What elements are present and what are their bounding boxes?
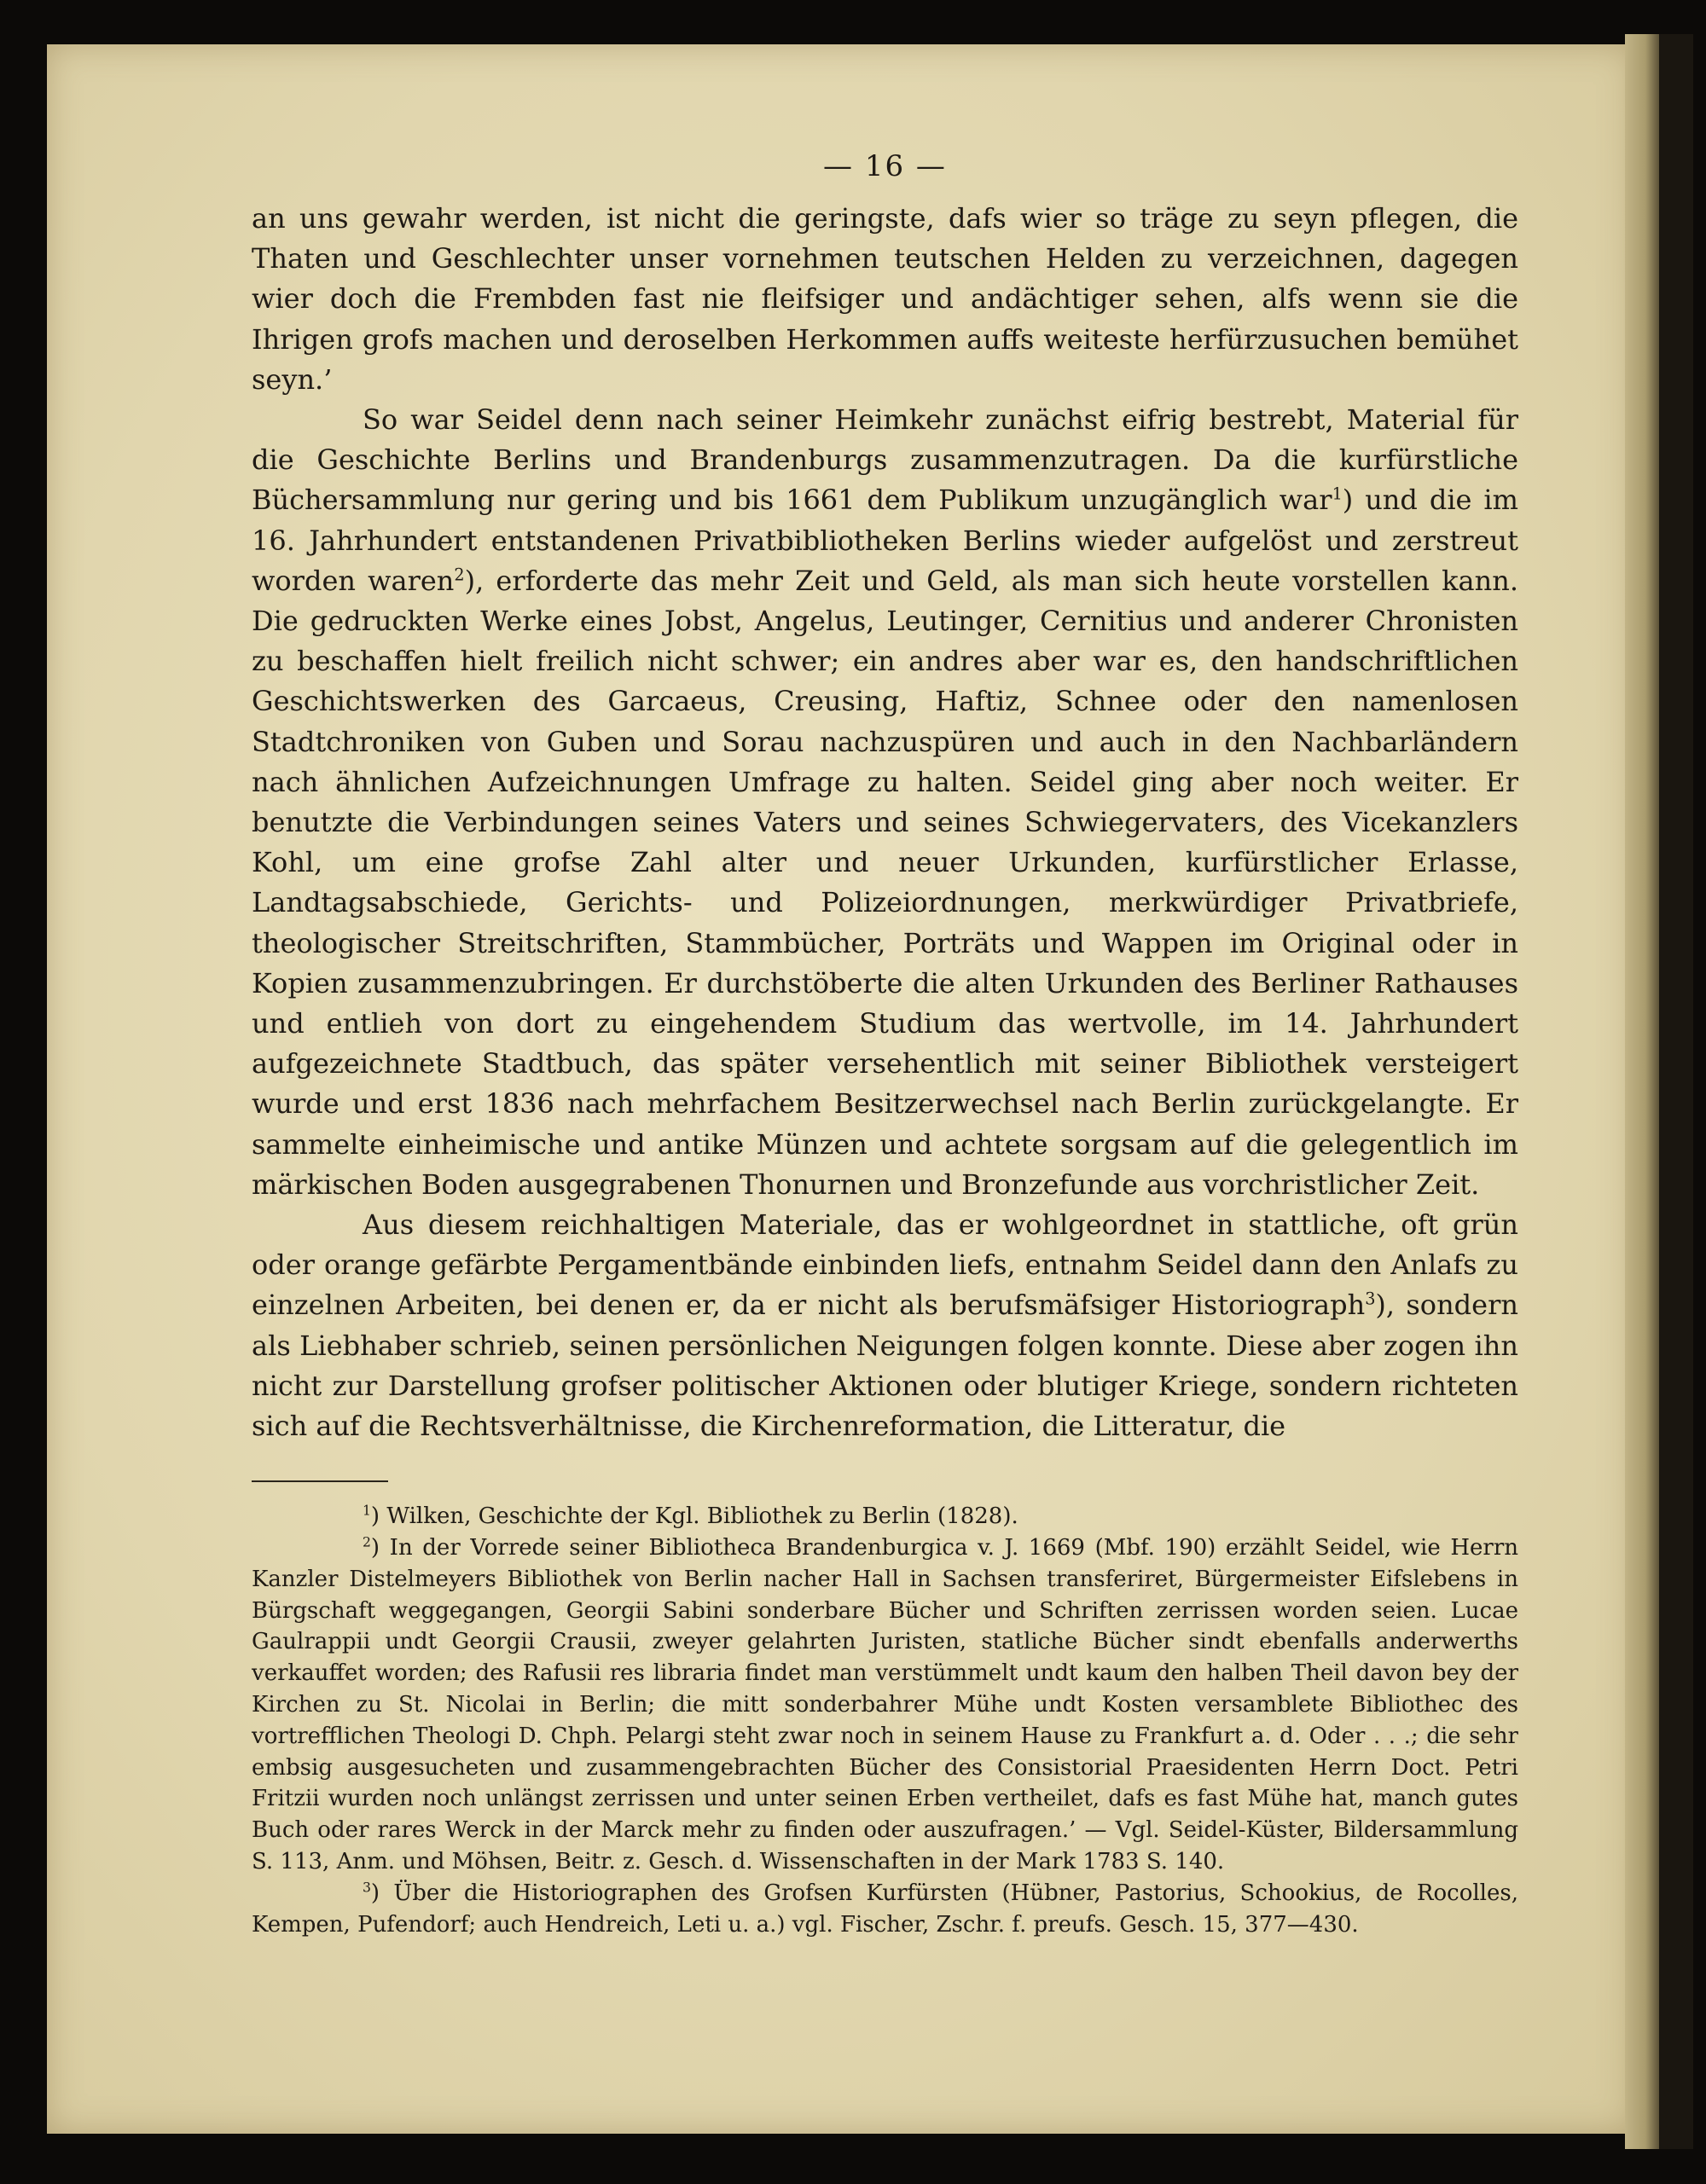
- page-number: — 16 —: [823, 149, 947, 183]
- footnote-1-mark: 1: [363, 1503, 371, 1519]
- paragraph-1: [252, 199, 1518, 400]
- footnote-ref-2[interactable]: 2: [454, 565, 465, 585]
- paragraph-3-text-b: ), sondern als Liebhaber schrieb, seinen persönlichen Neigungen folgen konnte. Diese aber zogen ihn nicht zur Darstellung grofser politischer Aktionen oder blutiger Kriege, sondern richteten sich auf die Rechtsverhältnisse, die Kirchenreformation, die Litteratur, die: [252, 1289, 1519, 1443]
- footnote-1: [252, 1501, 1518, 1532]
- paragraph-2-text-a: So war Seidel denn nach seiner Heimkehr zunächst eifrig bestrebt, Material für die Geschichte Berlins und Brandenburgs zusammenzutragen. Da die kurfürstliche Büchersammlung nur gering und bis 1661 dem Publikum unzugänglich war: [252, 403, 1518, 517]
- footnote-1-text: ) Wilken, Geschichte der Kgl. Bibliothek zu Berlin (1828).: [370, 1503, 1018, 1530]
- footnote-ref-3[interactable]: 3: [1365, 1289, 1376, 1309]
- paragraph-3: [252, 1205, 1518, 1446]
- footnote-2: [252, 1532, 1518, 1878]
- paragraph-2-text-c: ), erforderte das mehr Zeit und Geld, als man sich heute vorstellen kann. Die gedruckten Werke eines Jobst, Angelus, Leutinger, Cernitius und anderer Chronisten zu beschaffen hielt freilich nicht schwer; ein andres aber war es, den handschriftlichen Geschichtswerken des Garcaeus, Creusing, Haftiz, Schnee oder den namenlosen Stadtchroniken von Guben und Sorau nachzuspüren und auch in den Nachbarländern nach ähnlichen Aufzeichnungen Umfrage zu halten. Seidel ging aber noch weiter. Er benutzte die Verbindungen seines Vaters und seines Schwiegervaters, des Vicekanzlers Kohl, um eine grofse Zahl alter und neuer Urkunden, kurfürstlicher Erlasse, Landtagsabschiede, Gerichts- und Polizeiordnungen, merkwürdiger Privatbriefe, theologischer Streitschriften, Stammbücher, Porträts und Wappen im Original oder in Kopien zusammenzubringen. Er durchstöberte die alten Urkunden des Berliner Rathauses und entlieh von dort zu eingehendem Studium das wertvolle, im 14. Jahrhundert aufgezeichnete Stadtbuch, das später versehentlich mit seiner Bibliothek versteigert wurde und erst 1836 nach mehrfachem Besitzerwechsel nach Berlin zurückgelangte. Er sammelte einheimische und antike Münzen und achtete sorgsam auf die gelegentlich im märkischen Boden ausgegrabenen Thonurnen und Bronzefunde aus vorchristlicher Zeit.: [252, 564, 1519, 1201]
- paragraph-2-text-b: ) und die im 16. Jahrhundert entstandenen Privatbibliotheken Berlins wieder aufgelöst und zerstreut worden waren: [252, 484, 1519, 597]
- footnote-3-mark: 3: [363, 1880, 371, 1896]
- footnote-ref-1[interactable]: 1: [1332, 484, 1343, 504]
- footnote-2-text: ) In der Vorrede seiner Bibliotheca Brandenburgica v. J. 1669 (Mbf. 190) erzählt Seidel, wie Herrn Kanzler Distelmeyers Bibliothek von Berlin nacher Hall in Sachsen transferiret, Bürgermeister Eifslebens in Bürgschaft weggegangen, Georgii Sabini sonderbare Bücher und Schriften zerrissen worden seien. Lucae Gaulrappii undt Georgii Crausii, zweyer gelahrten Juristen, statliche Bücher sindt ebenfalls anderwerths verkauffet worden; des Rafusii res libraria findet man verstümmelt undt kaum den halben Theil davon bey der Kirchen zu St. Nicolai in Berlin; die mitt sonderbahrer Mühe undt Kosten versamblete Bibliothec des vortrefflichen Theologi D. Chph. Pelargi steht zwar noch in seinem Hause zu Frankfurt a. d. Oder . . .; die sehr embsig ausgesucheten und zusammengebrachten Bücher des Consistorial Praesidenten Herrn Doct. Petri Fritzii wurden noch unlängst zerrissen und unter seinen Erben vertheilet, dafs es fast Mühe hat, manch gutes Buch oder rares Werck in der Marck mehr zu finden oder auszufragen.’ — Vgl. Seidel-Küster, Bildersammlung S. 113, Anm. und Möhsen, Beitr. z. Gesch. d. Wissenschaften in der Mark 1783 S. 140.: [252, 1535, 1518, 1875]
- page-text: [252, 149, 1518, 1940]
- paragraph-1-text: an uns gewahr werden, ist nicht die geringste, dafs wier so träge zu seyn pflegen, die Thaten und Geschlechter unser vornehmen teutschen Helden zu verzeichnen, dagegen wier doch die Frembden fast nie fleifsiger und andächtiger sehen, alfs wenn sie die Ihrigen grofs machen und deroselben Herkommen auffs weiteste herfürzusuchen bemühet seyn.’: [252, 202, 1518, 396]
- paragraph-3-text-a: Aus diesem reichhaltigen Materiale, das er wohlgeordnet in stattliche, oft grün oder orange gefärbte Pergamentbände einbinden liefs, entnahm Seidel dann den Anlafs zu einzelnen Arbeiten, bei denen er, da er nicht als berufsmäfsiger Historiograph: [252, 1208, 1518, 1322]
- footnote-rule: [252, 1480, 388, 1482]
- footnote-3: [252, 1878, 1518, 1941]
- book-gutter: [1625, 34, 1659, 2149]
- footnote-2-mark: 2: [363, 1534, 371, 1550]
- page-edge: [1659, 34, 1693, 2149]
- footnotes: [252, 1501, 1518, 1940]
- footnote-3-text: ) Über die Historiographen des Grofsen Kurfürsten (Hübner, Pastorius, Schookius, de Rocolles, Kempen, Pufendorf; auch Hendreich, Leti u. a.) vgl. Fischer, Zschr. f. preufs. Gesch. 15, 377—430.: [252, 1880, 1518, 1938]
- main-text: [252, 199, 1518, 1446]
- paragraph-2: [252, 400, 1518, 1205]
